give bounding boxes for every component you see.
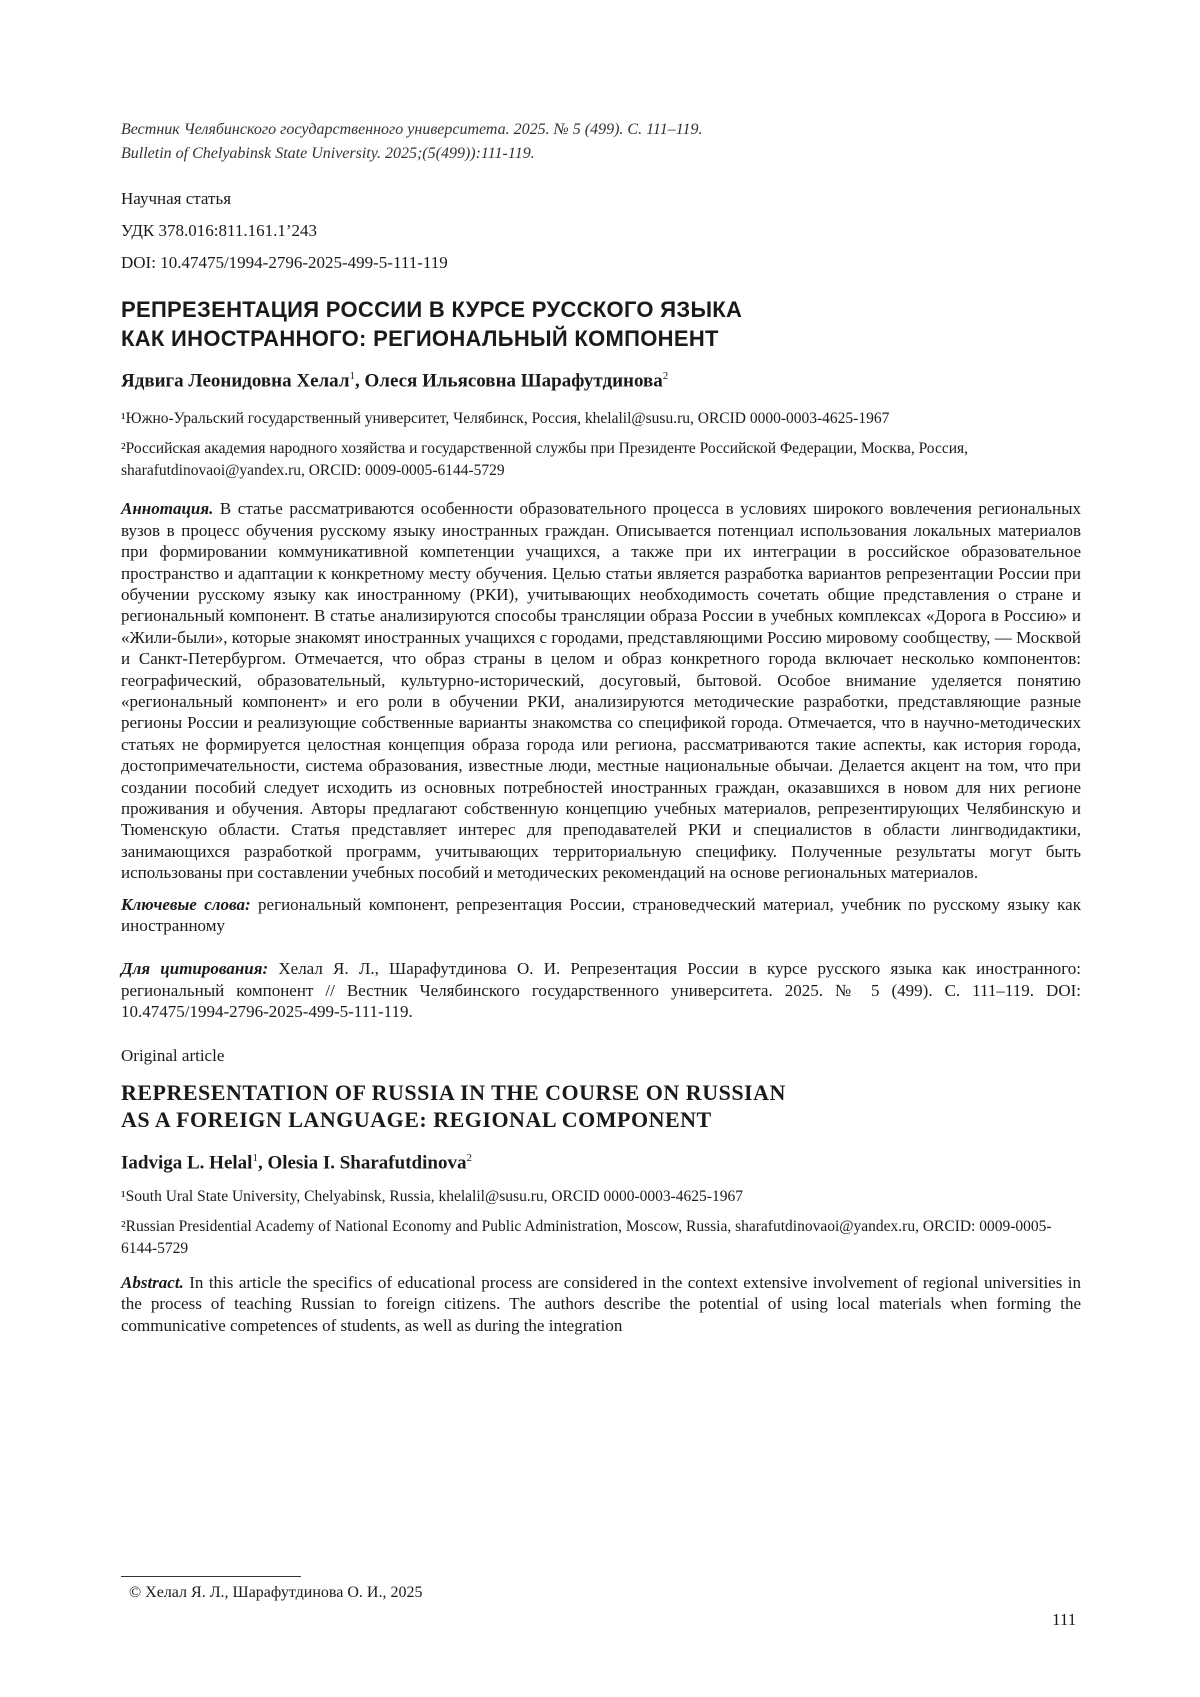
article-type-ru: Научная статья xyxy=(121,189,232,208)
author-1-en: Iadviga L. Helal xyxy=(121,1152,253,1173)
article-title-en-line2: AS A FOREIGN LANGUAGE: REGIONAL COMPONENT xyxy=(121,1106,712,1132)
udc-code: УДК 378.016:811.161.1’243 xyxy=(121,221,318,240)
copyright-footnote: © Хелал Я. Л., Шарафутдинова О. И., 2025 xyxy=(129,1584,423,1601)
abstract-ru-text: В статье рассматриваются особенности образовательного процесса в условиях широкого вовлечения региональных вузов в процесс обучения русскому языку иностранных граждан. Описывается потенциал использования локальных материалов при формировании коммуникативной компетенции учащихся, а также при их интеграции в российское образовательное пространство и адаптации к конкретному месту обучения. Целью статьи является разработка вариантов репрезентации России при обучении русскому языку как иностранному (РКИ), учитывающих необходимость сочетать общие представления о стране и региональный компонент. В статье анализируются способы трансляции образа России в учебных комплексах «Дорога в Россию» и «Жили-были», которые знакомят иностранных учащихся с городами, представляющими Россию мировому сообществу, — Москвой и Санкт-Петербургом. Отмечается, что образ страны в целом и образ конкретного города включает несколько компонентов: географический, образовательный, культурно-исторический, досуговый, бытовой. Особое внимание уделяется понятию «региональный компонент» и его роли в обучении РКИ, анализируются методические разработки, представляющие разные регионы России и реализующие собственные варианты знакомства со спецификой города. Отмечается, что в научно-методических статьях не формируется целостная концепция образа города или региона, рассматриваются такие аспекты, как история города, достопримечательности, система образования, известные люди, местные национальные обычаи. Делается акцент на том, что при создании пособий следует исходить из основных потребностей иностранных граждан, оказавшихся в новом для них регионе проживания и обучения. Авторы предлагают собственную концепцию учебных материалов, репрезентирующих Челябинскую и Тюменскую области. Статья представляет интерес для преподавателей РКИ и специалистов в области лингводидактики, занимающихся разработкой программ, учитывающих территориальную специфику. Полученные результаты могут быть использованы при составлении учебных пособий и методических рекомендаций на основе региональных материалов. xyxy=(121,499,1081,883)
abstract-en-label: Abstract. xyxy=(121,1273,184,1292)
page-number: 111 xyxy=(1052,1610,1077,1629)
abstract-ru xyxy=(121,498,1081,883)
footnote-divider xyxy=(121,1576,301,1577)
author-1-en-affil: 1 xyxy=(252,1151,258,1164)
authors-ru xyxy=(121,363,1081,394)
article-title-ru xyxy=(121,295,1081,353)
article-title-ru-line1: РЕПРЕЗЕНТАЦИЯ РОССИИ В КУРСЕ РУССКОГО ЯЗЫКА xyxy=(121,297,743,322)
article-type-en: Original article xyxy=(121,1045,225,1065)
affiliation-1-ru: ¹Южно-Уральский государственный университет, Челябинск, Россия, khelalil@susu.ru, ORCID 0000-0003-4625-1967 xyxy=(121,410,890,428)
abstract-ru-label: Аннотация. xyxy=(121,499,214,519)
citation-ru-label: Для цитирования: xyxy=(121,959,269,979)
keywords-ru-label: Ключевые слова: xyxy=(121,894,251,914)
citation-ru xyxy=(121,958,1081,1022)
keywords-ru-text: региональный компонент, репрезентация России, страноведческий материал, учебник по русскому языку как иностранному xyxy=(121,894,1081,936)
author-1-ru-affil: 1 xyxy=(349,370,356,382)
author-2-en-affil: 2 xyxy=(466,1151,472,1164)
journal-citation-en: Bulletin of Chelyabinsk State University. 2025;(5(499)):111-119. xyxy=(121,145,535,162)
citation-ru-text: Хелал Я. Л., Шарафутдинова О. И. Репрезентация России в курсе русского языка как иностранного: региональный компонент // Вестник Челябинского государственного университета. 2025. № 5 (499). С. 111–119. DOI: 10.47475/1994-2796-2025-499-5-111-119. xyxy=(121,959,1081,1022)
affiliation-2-en: ²Russian Presidential Academy of National Economy and Public Administration, Moscow, Russia, sharafutdinovaoi@yandex.ru, ORCID: 0009-0005-6144-5729 xyxy=(121,1218,1052,1257)
author-2-ru-affil: 2 xyxy=(662,370,669,382)
keywords-ru xyxy=(121,894,1081,937)
article-title-ru-line2: КАК ИНОСТРАННОГО: РЕГИОНАЛЬНЫЙ КОМПОНЕНТ xyxy=(121,326,719,351)
author-1-ru: Ядвига Леонидовна Хелал xyxy=(121,370,350,392)
affiliation-1-en: ¹South Ural State University, Chelyabinsk, Russia, khelalil@susu.ru, ORCID 0000-0003-4625-1967 xyxy=(121,1188,743,1205)
author-separator-ru: , xyxy=(355,370,365,392)
author-2-en: Olesia I. Sharafutdinova xyxy=(267,1152,467,1173)
author-separator-en: , xyxy=(257,1152,268,1173)
author-2-ru: Олеся Ильясовна Шарафутдинова xyxy=(364,370,663,392)
article-title-en-line1: REPRESENTATION OF RUSSIA IN THE COURSE ON RUSSIAN xyxy=(121,1079,786,1105)
journal-header xyxy=(121,118,1081,166)
abstract-en xyxy=(121,1272,1081,1336)
authors-en xyxy=(121,1145,1081,1176)
affiliation-2-ru: ²Российская академия народного хозяйства и государственной службы при Президенте Российской Федерации, Москва, Россия, sharafutdinovaoi@yandex.ru, ORCID: 0009-0005-6144-5729 xyxy=(121,440,969,480)
journal-citation-ru: Вестник Челябинского государственного университета. 2025. № 5 (499). С. 111–119. xyxy=(121,121,703,138)
doi: DOI: 10.47475/1994-2796-2025-499-5-111-119 xyxy=(121,253,448,272)
abstract-en-text: In this article the specifics of educational process are considered in the context extensive involvement of regional universities in the process of teaching Russian to foreign citizens. The authors describe the potential of using local materials when forming the communicative competences of students, as well as during the integration xyxy=(121,1273,1081,1335)
article-page xyxy=(121,118,1081,1336)
article-title-en xyxy=(121,1079,1081,1133)
